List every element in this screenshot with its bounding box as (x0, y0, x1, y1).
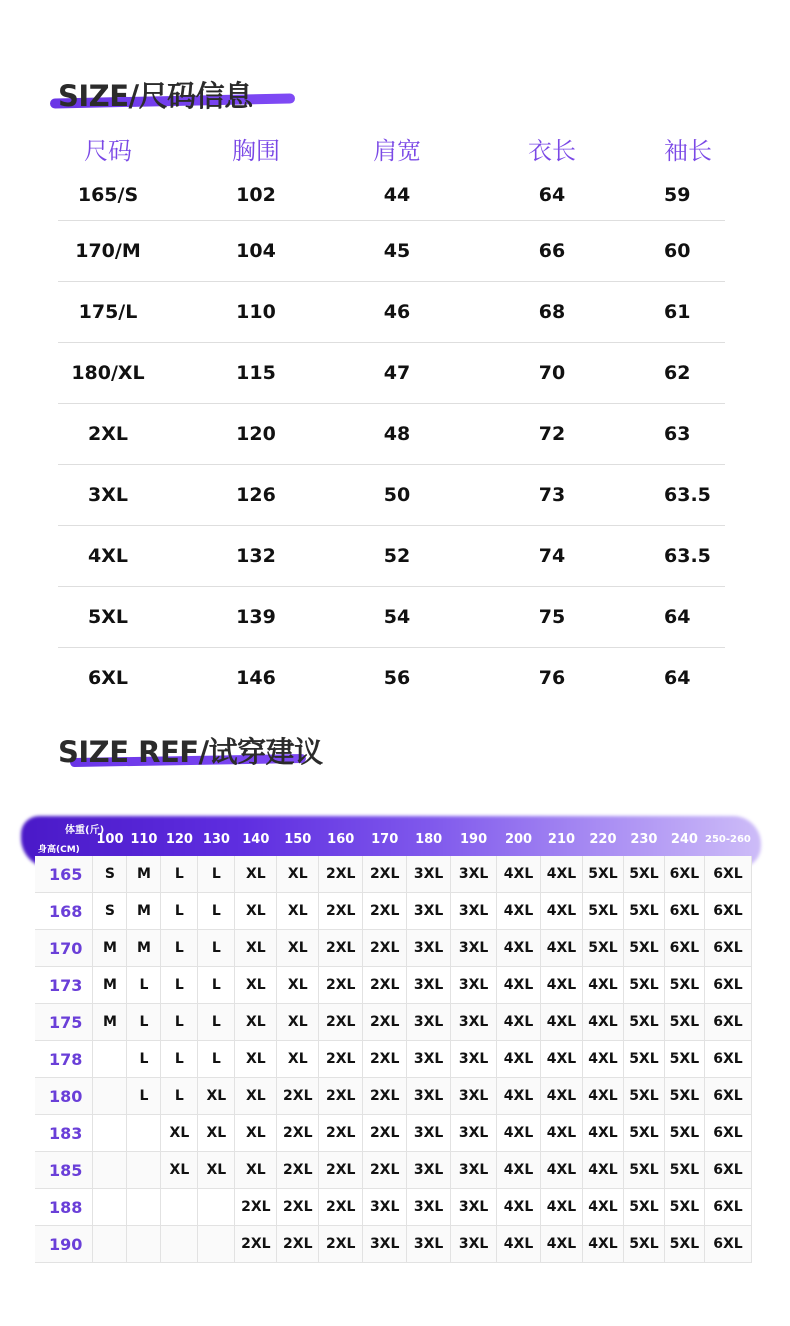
size-cell (161, 1189, 198, 1226)
table-row (35, 1041, 752, 1078)
size-cell: XL (235, 1041, 277, 1078)
size-cell: S (93, 893, 127, 930)
size-cell (93, 1115, 127, 1152)
size-cell: 6XL (704, 856, 751, 893)
header-sleeve: 袖长 (664, 136, 712, 165)
size-cell: L (161, 893, 198, 930)
size-cell: XL (235, 1115, 277, 1152)
cell-length: 75 (538, 606, 566, 628)
size-cell: 5XL (623, 1226, 664, 1263)
size-cell: XL (161, 1152, 198, 1189)
cell-size: 6XL (88, 667, 128, 689)
size-cell: 2XL (319, 1004, 363, 1041)
cell-shoulder: 44 (383, 184, 411, 206)
size-cell: L (127, 967, 161, 1004)
size-cell: 2XL (319, 893, 363, 930)
table-row (35, 967, 752, 1004)
size-cell: 4XL (497, 1152, 541, 1189)
size-info-row (58, 403, 725, 464)
size-cell: 5XL (664, 1004, 704, 1041)
size-cell: 3XL (363, 1189, 407, 1226)
cell-sleeve: 64 (664, 606, 691, 628)
cell-chest: 146 (236, 667, 276, 689)
size-cell: 4XL (497, 930, 541, 967)
size-cell: 3XL (407, 1152, 451, 1189)
size-cell: 2XL (363, 1041, 407, 1078)
size-cell: 4XL (582, 1152, 623, 1189)
weight-header: 150 (284, 831, 312, 847)
size-cell: 3XL (451, 893, 497, 930)
size-cell: L (198, 856, 235, 893)
size-cell: 2XL (363, 1152, 407, 1189)
size-cell (127, 1152, 161, 1189)
cell-chest: 104 (236, 240, 276, 262)
size-cell: L (127, 1041, 161, 1078)
size-info-row (58, 464, 725, 525)
height-label: 173 (35, 967, 93, 1004)
size-cell: 5XL (664, 967, 704, 1004)
cell-size: 3XL (88, 484, 128, 506)
cell-sleeve: 63 (664, 423, 691, 445)
size-cell: 5XL (623, 1041, 664, 1078)
size-cell: XL (277, 930, 319, 967)
size-cell (127, 1115, 161, 1152)
cell-size: 5XL (88, 606, 128, 628)
cell-length: 74 (538, 545, 566, 567)
size-cell: M (93, 930, 127, 967)
size-cell: 3XL (407, 1115, 451, 1152)
size-cell: L (161, 930, 198, 967)
size-cell: 4XL (582, 1189, 623, 1226)
size-cell: 3XL (451, 1152, 497, 1189)
size-cell: XL (277, 1041, 319, 1078)
size-cell: 4XL (497, 1078, 541, 1115)
cell-sleeve: 64 (664, 667, 691, 689)
size-cell: L (198, 1004, 235, 1041)
size-cell: 3XL (407, 893, 451, 930)
cell-sleeve: 63.5 (664, 484, 711, 506)
size-cell: 2XL (277, 1189, 319, 1226)
size-info-row (58, 525, 725, 586)
height-label: 183 (35, 1115, 93, 1152)
size-cell: 6XL (704, 1189, 751, 1226)
size-cell: 4XL (497, 967, 541, 1004)
size-cell: 4XL (497, 1115, 541, 1152)
size-ref-body (35, 856, 752, 1263)
size-cell: 4XL (541, 1152, 583, 1189)
size-cell: L (127, 1004, 161, 1041)
size-cell: 2XL (235, 1226, 277, 1263)
size-cell: 2XL (277, 1152, 319, 1189)
size-cell: L (127, 1078, 161, 1115)
size-cell: 5XL (623, 930, 664, 967)
height-label: 175 (35, 1004, 93, 1041)
height-label: 190 (35, 1226, 93, 1263)
size-cell: XL (235, 1004, 277, 1041)
cell-shoulder: 54 (383, 606, 411, 628)
size-cell: 3XL (451, 930, 497, 967)
height-label: 185 (35, 1152, 93, 1189)
size-cell: 4XL (541, 967, 583, 1004)
cell-length: 72 (538, 423, 566, 445)
size-cell (93, 1041, 127, 1078)
size-cell: 4XL (582, 1115, 623, 1152)
size-cell: 3XL (451, 1078, 497, 1115)
size-cell: XL (198, 1152, 235, 1189)
cell-chest: 102 (236, 184, 276, 206)
table-row (35, 856, 752, 893)
size-cell: 5XL (623, 893, 664, 930)
size-cell (93, 1226, 127, 1263)
size-cell: 2XL (319, 1041, 363, 1078)
size-cell: 5XL (582, 856, 623, 893)
size-info-row (58, 281, 725, 342)
table-row (35, 893, 752, 930)
size-cell: 5XL (664, 1115, 704, 1152)
size-cell: 5XL (623, 1115, 664, 1152)
cell-size: 175/L (78, 301, 138, 323)
weight-header: 210 (547, 831, 576, 847)
size-cell: 3XL (451, 856, 497, 893)
cell-shoulder: 56 (383, 667, 411, 689)
weight-header: 100 (96, 831, 124, 847)
size-cell: XL (235, 856, 277, 893)
size-cell: 5XL (664, 1189, 704, 1226)
size-cell: XL (277, 967, 319, 1004)
size-cell: XL (277, 1004, 319, 1041)
cell-size: 170/M (75, 240, 141, 262)
size-cell: 3XL (407, 930, 451, 967)
size-cell: XL (277, 893, 319, 930)
size-cell: 3XL (407, 1041, 451, 1078)
size-cell: XL (161, 1115, 198, 1152)
weight-header: 240 (670, 831, 698, 847)
cell-length: 68 (538, 301, 566, 323)
size-cell: 3XL (451, 1004, 497, 1041)
size-cell: L (161, 856, 198, 893)
size-cell: XL (198, 1115, 235, 1152)
weight-header: 180 (415, 831, 443, 847)
weight-header: 220 (589, 831, 617, 847)
size-cell: 6XL (704, 1004, 751, 1041)
size-cell: 2XL (319, 1226, 363, 1263)
size-cell: XL (235, 893, 277, 930)
size-cell: M (127, 930, 161, 967)
size-ref-table (35, 822, 752, 1263)
size-cell: 2XL (363, 967, 407, 1004)
size-cell: M (127, 856, 161, 893)
size-cell: M (127, 893, 161, 930)
weight-header-row (35, 822, 752, 856)
weight-header: 110 (130, 831, 158, 847)
size-cell: XL (235, 930, 277, 967)
table-row (35, 1115, 752, 1152)
size-cell: 2XL (363, 893, 407, 930)
size-cell: L (198, 1041, 235, 1078)
size-cell: 6XL (704, 930, 751, 967)
table-row (35, 1152, 752, 1189)
size-cell: 2XL (363, 1004, 407, 1041)
size-ref-title (58, 730, 323, 771)
size-cell: L (161, 1004, 198, 1041)
size-cell: 4XL (541, 1115, 583, 1152)
size-cell: 3XL (451, 1041, 497, 1078)
table-row (35, 1226, 752, 1263)
size-cell: XL (235, 1152, 277, 1189)
size-cell (127, 1189, 161, 1226)
size-cell: 2XL (319, 930, 363, 967)
size-cell: 3XL (407, 1189, 451, 1226)
size-cell (93, 1078, 127, 1115)
size-cell: 4XL (541, 1078, 583, 1115)
size-info-title (58, 74, 253, 115)
cell-shoulder: 48 (383, 423, 411, 445)
size-cell: M (93, 1004, 127, 1041)
size-cell: 6XL (704, 893, 751, 930)
size-cell: 5XL (664, 1152, 704, 1189)
height-label: 180 (35, 1078, 93, 1115)
size-cell: 2XL (319, 1115, 363, 1152)
size-cell: 3XL (407, 1078, 451, 1115)
size-cell: 3XL (407, 856, 451, 893)
size-cell: XL (235, 967, 277, 1004)
cell-sleeve: 63.5 (664, 545, 711, 567)
size-cell: 4XL (541, 893, 583, 930)
cell-size: 4XL (88, 545, 128, 567)
weight-header: 200 (504, 831, 533, 847)
size-cell: 5XL (582, 930, 623, 967)
size-cell: 2XL (363, 856, 407, 893)
size-cell: 6XL (704, 1152, 751, 1189)
size-cell: L (161, 967, 198, 1004)
size-cell: 4XL (541, 1189, 583, 1226)
size-cell (198, 1226, 235, 1263)
size-cell: L (161, 1078, 198, 1115)
size-cell (93, 1152, 127, 1189)
size-cell: 2XL (319, 1152, 363, 1189)
size-cell: 3XL (451, 1115, 497, 1152)
size-cell: 5XL (664, 1078, 704, 1115)
cell-shoulder: 50 (383, 484, 411, 506)
height-label: 188 (35, 1189, 93, 1226)
cell-length: 70 (538, 362, 566, 384)
size-cell: 4XL (497, 1189, 541, 1226)
size-cell: 3XL (451, 1226, 497, 1263)
cell-chest: 115 (236, 362, 276, 384)
size-cell: L (198, 967, 235, 1004)
size-info-header-row (58, 120, 725, 176)
size-cell: 2XL (363, 1115, 407, 1152)
size-cell: M (93, 967, 127, 1004)
cell-length: 76 (538, 667, 566, 689)
weight-header: 190 (460, 831, 488, 847)
size-ref-title-text: SIZE REF/试穿建议 (58, 735, 323, 769)
size-cell (161, 1226, 198, 1263)
weight-header: 120 (165, 831, 193, 847)
cell-chest: 120 (236, 423, 276, 445)
cell-chest: 126 (236, 484, 276, 506)
size-cell: 4XL (582, 1226, 623, 1263)
cell-size: 180/XL (71, 362, 145, 384)
size-cell: 2XL (277, 1078, 319, 1115)
size-cell: XL (277, 856, 319, 893)
size-cell: 6XL (664, 893, 704, 930)
size-cell: 2XL (319, 1078, 363, 1115)
cell-length: 64 (538, 184, 566, 206)
size-cell (93, 1189, 127, 1226)
table-row (35, 1004, 752, 1041)
size-cell: 4XL (497, 1041, 541, 1078)
weight-header: 130 (202, 831, 230, 847)
size-cell: L (161, 1041, 198, 1078)
size-cell: 2XL (277, 1115, 319, 1152)
size-cell: 6XL (704, 967, 751, 1004)
size-info-row (58, 220, 725, 281)
size-cell: 2XL (363, 1078, 407, 1115)
size-cell: S (93, 856, 127, 893)
cell-chest: 110 (236, 301, 276, 323)
cell-sleeve: 59 (664, 184, 691, 206)
size-cell: 4XL (541, 1041, 583, 1078)
size-cell: 5XL (623, 856, 664, 893)
size-info-row (58, 586, 725, 647)
size-cell: XL (198, 1078, 235, 1115)
size-cell: 3XL (363, 1226, 407, 1263)
size-cell (127, 1226, 161, 1263)
size-cell: 3XL (407, 1226, 451, 1263)
size-cell (198, 1189, 235, 1226)
cell-sleeve: 60 (664, 240, 691, 262)
weight-header: 250-260 (704, 833, 751, 845)
size-cell: 5XL (623, 1189, 664, 1226)
size-cell: 3XL (407, 967, 451, 1004)
table-row (35, 930, 752, 967)
weight-header: 230 (630, 831, 658, 847)
size-info-table (58, 120, 725, 708)
cell-sleeve: 61 (664, 301, 691, 323)
size-cell: 5XL (623, 1152, 664, 1189)
cell-shoulder: 52 (383, 545, 411, 567)
header-size: 尺码 (84, 136, 132, 165)
size-cell: 2XL (277, 1226, 319, 1263)
cell-size: 165/S (77, 184, 139, 206)
size-cell: XL (235, 1078, 277, 1115)
size-cell: 4XL (582, 1078, 623, 1115)
size-cell: 4XL (497, 1004, 541, 1041)
height-label: 165 (35, 856, 93, 893)
size-cell: 2XL (319, 1189, 363, 1226)
cell-chest: 139 (236, 606, 276, 628)
size-cell: 4XL (541, 930, 583, 967)
weight-axis-label: 体重(斤) (65, 825, 105, 836)
size-cell: 4XL (582, 1004, 623, 1041)
height-label: 168 (35, 893, 93, 930)
weight-header: 170 (371, 831, 399, 847)
cell-chest: 132 (236, 545, 276, 567)
size-cell: 3XL (407, 1004, 451, 1041)
table-row (35, 1189, 752, 1226)
size-cell: 5XL (623, 967, 664, 1004)
cell-length: 66 (538, 240, 566, 262)
cell-length: 73 (538, 484, 566, 506)
size-cell: 2XL (319, 967, 363, 1004)
cell-size: 2XL (88, 423, 128, 445)
size-cell: 6XL (704, 1078, 751, 1115)
header-chest: 胸围 (232, 136, 280, 165)
size-cell: 5XL (582, 893, 623, 930)
size-cell: 6XL (664, 930, 704, 967)
cell-shoulder: 47 (383, 362, 411, 384)
size-info-title-text: SIZE/尺码信息 (58, 79, 253, 113)
size-cell: 4XL (541, 1226, 583, 1263)
size-cell: L (198, 893, 235, 930)
header-shoulder: 肩宽 (373, 136, 421, 165)
table-row (35, 1078, 752, 1115)
size-cell: 6XL (704, 1226, 751, 1263)
height-label: 170 (35, 930, 93, 967)
cell-sleeve: 62 (664, 362, 691, 384)
size-cell: 2XL (363, 930, 407, 967)
size-cell: 2XL (235, 1189, 277, 1226)
size-cell: 5XL (623, 1004, 664, 1041)
size-cell: 4XL (541, 856, 583, 893)
size-cell: 3XL (451, 967, 497, 1004)
size-cell: 5XL (664, 1041, 704, 1078)
size-cell: 3XL (451, 1189, 497, 1226)
size-cell: 4XL (497, 893, 541, 930)
size-cell: L (198, 930, 235, 967)
cell-shoulder: 45 (383, 240, 411, 262)
size-info-row (58, 647, 725, 708)
size-cell: 6XL (704, 1115, 751, 1152)
size-info-body (58, 170, 725, 708)
size-info-row (58, 170, 725, 220)
size-cell: 4XL (497, 856, 541, 893)
size-cell: 2XL (319, 856, 363, 893)
size-cell: 4XL (582, 967, 623, 1004)
header-length: 衣长 (528, 136, 576, 165)
size-info-row (58, 342, 725, 403)
weight-header: 140 (242, 831, 270, 847)
height-label: 178 (35, 1041, 93, 1078)
size-cell: 5XL (664, 1226, 704, 1263)
height-axis-label: 身高(CM) (38, 845, 80, 855)
size-cell: 4XL (582, 1041, 623, 1078)
size-cell: 4XL (497, 1226, 541, 1263)
size-cell: 6XL (664, 856, 704, 893)
weight-header: 160 (327, 831, 355, 847)
size-cell: 4XL (541, 1004, 583, 1041)
size-cell: 6XL (704, 1041, 751, 1078)
size-cell: 5XL (623, 1078, 664, 1115)
cell-shoulder: 46 (383, 301, 411, 323)
